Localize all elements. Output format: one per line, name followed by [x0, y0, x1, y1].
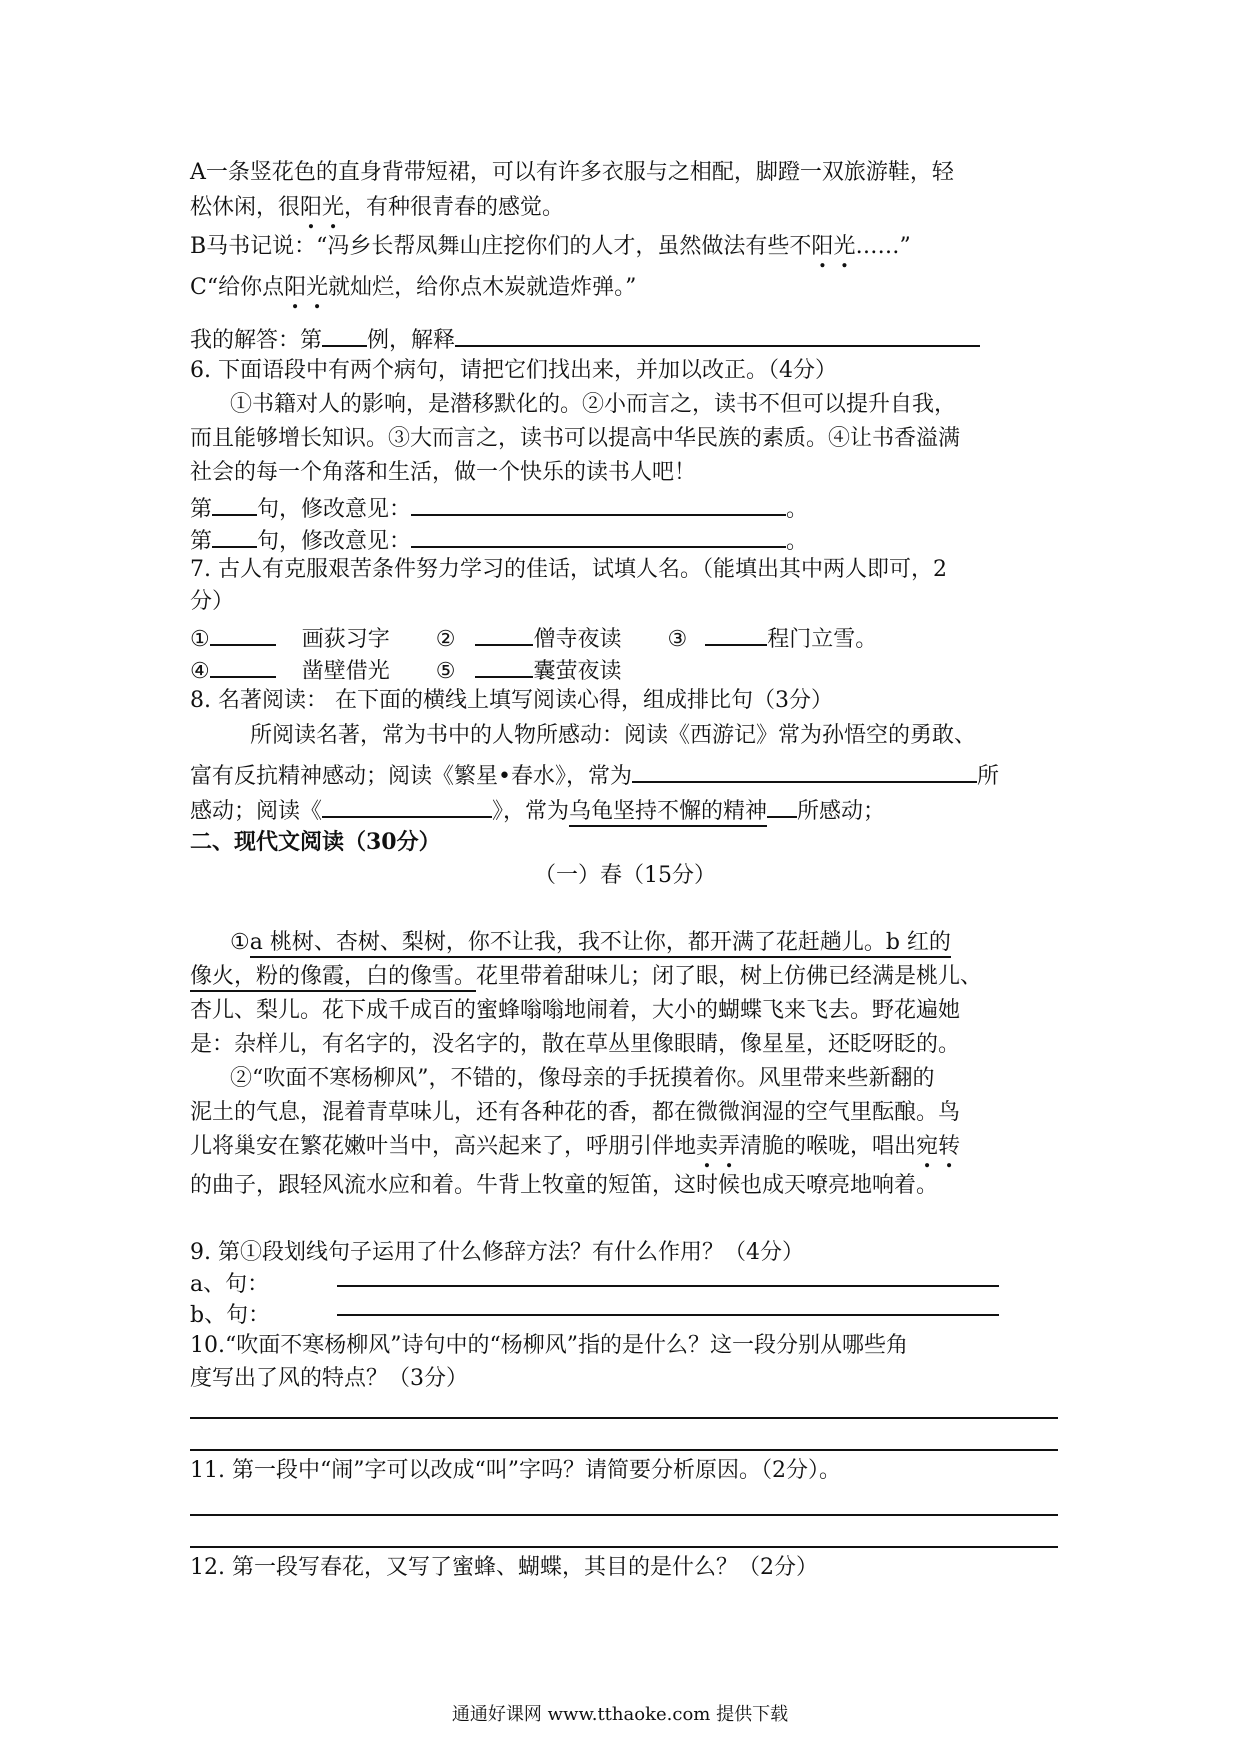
blank-example-number[interactable]	[322, 321, 367, 347]
passage-line4: 是：杂样儿，有名字的，没名字的，散在草丛里像眼睛，像星星，还眨呀眨的。	[190, 1032, 961, 1057]
answer-line[interactable]	[190, 1546, 1058, 1548]
footer-credit: 通通好课网 www.tthaoke.com 提供下载	[451, 1704, 789, 1725]
passage-line1: ①a 桃树、杏树、梨树，你不让我，我不让你，都开满了花赶趟儿。b 红的	[230, 928, 951, 958]
passage-title: （一）春（15分）	[534, 863, 716, 888]
q8-title: 8. 名著阅读： 在下面的横线上填写阅读心得，组成排比句（3分）	[190, 688, 833, 713]
q6-para-line3: 社会的每一个角落和生活，做一个快乐的读书人吧！	[190, 460, 697, 485]
q6-para-line2: 而且能够增长知识。③大而言之，读书可以提高中华民族的素质。④让书香溢满	[190, 426, 961, 451]
blank-name-1[interactable]	[210, 620, 276, 646]
blank-sentence-number[interactable]	[212, 522, 257, 548]
q6-para-line1: ①书籍对人的影响，是潜移默化的。②小而言之，读书不但可以提升自我，	[230, 392, 957, 417]
blank-reading-note-1[interactable]	[632, 757, 977, 783]
blank-name-4[interactable]	[210, 652, 276, 678]
q8-line3: 感动；阅读《 》，常为乌龟坚持不懈的精神 所感动；	[190, 792, 885, 827]
passage-line6: 泥土的气息，混着青草味儿，还有各种花的香，都在微微润湿的空气里酝酿。鸟	[190, 1100, 961, 1125]
passage-line2: 像火，粉的像霞，白的像雪。花里带着甜味儿；闭了眼，树上仿佛已经满是桃儿、	[190, 962, 982, 992]
q6-title: 6. 下面语段中有两个病句，请把它们找出来，并加以改正。（4分）	[190, 358, 837, 383]
q9-answer-a: a、句：	[190, 1272, 270, 1297]
option-c: C“给你点阳光就灿烂，给你点木炭就造炸弹。”	[190, 275, 637, 300]
q8-line1: 所阅读名著，常为书中的人物所感动：阅读《西游记》常为孙悟空的勇敢、	[250, 723, 977, 748]
blank-name-3[interactable]	[705, 620, 767, 646]
blank-book-title[interactable]	[322, 792, 492, 818]
q7-row2: ④ 凿壁借光 ⑤ 囊萤夜读	[190, 652, 622, 687]
blank-correction[interactable]	[411, 490, 786, 516]
q10-line2: 度写出了风的特点？（3分）	[190, 1366, 468, 1391]
answer-line[interactable]	[190, 1417, 1058, 1419]
q11-title: 11. 第一段中“闹”字可以改成“叫”字吗？请简要分析原因。（2分）。	[190, 1458, 841, 1483]
q7-row1: ① 画荻习字 ② 僧寺夜读 ③ 程门立雪。	[190, 620, 877, 655]
q6-answer-row1: 第 句，修改意见： 。	[190, 490, 808, 525]
answer-line: 我的解答：第 例，解释	[190, 321, 980, 356]
q9-title: 9. 第①段划线句子运用了什么修辞方法？有什么作用？（4分）	[190, 1240, 804, 1265]
q9-answer-b: b、句：	[190, 1303, 271, 1328]
blank-correction[interactable]	[411, 522, 786, 548]
blank-sentence-number[interactable]	[212, 490, 257, 516]
option-a-line2: 松休闲，很阳光，有种很青春的感觉。	[190, 195, 565, 220]
section-heading: 二、现代文阅读（30分）	[190, 829, 441, 855]
answer-line-a[interactable]	[337, 1285, 999, 1287]
q6-answer-row2: 第 句，修改意见： 。	[190, 522, 808, 557]
blank-explanation[interactable]	[455, 321, 980, 347]
underlined-sentence: a 桃树、杏树、梨树，你不让我，我不让你，都开满了花赶趟儿。b 红的	[250, 930, 951, 958]
q10-line1: 10.“吹面不寒杨柳风”诗句中的“杨柳风”指的是什么？这一段分别从哪些角	[190, 1333, 908, 1358]
sample-answer: 乌龟坚持不懈的精神	[569, 799, 767, 827]
answer-line[interactable]	[190, 1514, 1058, 1516]
answer-line-b[interactable]	[337, 1314, 999, 1316]
option-a-line1: A一条竖花色的直身背带短裙，可以有许多衣服与之相配，脚蹬一双旅游鞋，轻	[190, 160, 954, 185]
q7-title-line1: 7. 古人有克服艰苦条件努力学习的佳话，试填人名。（能填出其中两人即可，2	[190, 557, 947, 582]
q7-title-line2: 分）	[190, 589, 235, 614]
passage-line3: 杏儿、梨儿。花下成千成百的蜜蜂嗡嗡地闹着，大小的蝴蝶飞来飞去。野花遍她	[190, 998, 961, 1023]
passage-line7: 儿将巢安在繁花嫩叶当中，高兴起来了，呼朋引伴地卖弄清脆的喉咙，唱出宛转	[190, 1134, 961, 1159]
blank-name-5[interactable]	[475, 652, 533, 678]
passage-line8: 的曲子，跟轻风流水应和着。牛背上牧童的短笛，这时候也成天嘹亮地响着。	[190, 1173, 939, 1198]
q12-title: 12. 第一段写春花，又写了蜜蜂、蝴蝶，其目的是什么？（2分）	[190, 1555, 818, 1580]
q8-line2: 富有反抗精神感动；阅读《繁星•春水》，常为 所	[190, 757, 999, 792]
passage-line5: ②“吹面不寒杨柳风”，不错的，像母亲的手抚摸着你。风里带来些新翻的	[230, 1066, 935, 1091]
underlined-sentence: 像火，粉的像霞，白的像雪。	[190, 964, 476, 992]
blank-name-2[interactable]	[475, 620, 533, 646]
answer-line[interactable]	[190, 1449, 1058, 1451]
option-b: B马书记说：“冯乡长帮凤舞山庄挖你们的人才，虽然做法有些不阳光……”	[190, 234, 911, 259]
